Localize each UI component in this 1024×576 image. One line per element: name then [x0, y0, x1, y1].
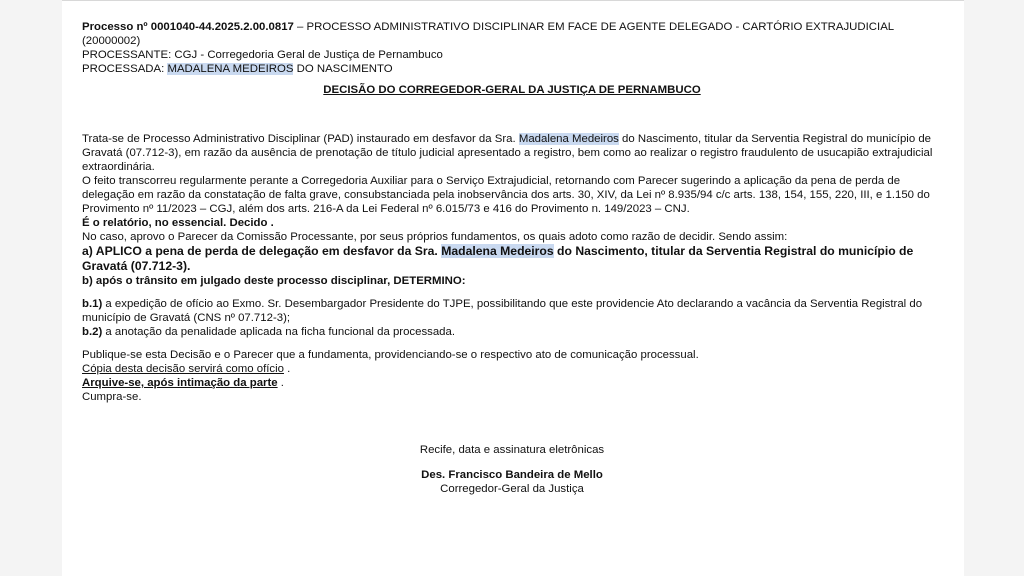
paragraph-approval: No caso, aprovo o Parecer da Comissão Processante, por seus próprios fundamentos, os quais adoto como razão de decidir. Sendo assim:: [82, 231, 788, 243]
paragraph-intro: [82, 132, 942, 174]
highlighted-name: MADALENA MEDEIROS: [167, 63, 294, 75]
item-b2-label: b.2): [82, 326, 103, 338]
decision-document: [82, 20, 942, 496]
item-a-pre: a) APLICO a pena de perda de delegação em desfavor da Sra.: [82, 244, 442, 258]
processada-suffix: DO NASCIMENTO: [293, 63, 393, 75]
paragraph-report: É o relatório, no essencial. Decido .: [82, 217, 274, 229]
processada-line: [82, 62, 942, 76]
copy-text: Cópia desta decisão servirá como ofício: [82, 363, 284, 375]
item-b: b) após o trânsito em julgado deste processo disciplinar, DETERMINO:: [82, 275, 466, 287]
archive-text: Arquive-se, após intimação da parte: [82, 377, 278, 389]
intro-text-a: Trata-se de Processo Administrativo Disciplinar (PAD) instaurado em desfavor da Sra.: [82, 133, 519, 145]
signature-place: Recife, data e assinatura eletrônicas: [419, 444, 605, 456]
document-page: [62, 0, 964, 576]
processante-line: PROCESSANTE: CGJ - Corregedoria Geral de Justiça de Pernambuco: [82, 49, 443, 61]
item-b2-text: a anotação da penalidade aplicada na ficha funcional da processada.: [102, 326, 456, 338]
highlighted-name: Madalena Medeiros: [518, 133, 619, 145]
highlighted-name: Madalena Medeiros: [441, 244, 554, 258]
page-top-border: [62, 0, 964, 1]
item-a-post: do Nascimento, titular da Serventia Registral do município de Gravatá (07.712-3).: [82, 244, 914, 273]
comply-line: Cumpra-se.: [82, 391, 142, 403]
intro-text-b: do Nascimento, titular da Serventia Registral do município de Gravatá (07.712-3), em razão da ausência de prenotação de título judicial apresentado a registro, bem como ao realizar o registro fraudulento de usucapião extrajudicial extraordinária.: [82, 133, 933, 173]
signer-role: Corregedor-Geral da Justiça: [440, 483, 584, 495]
archive-line: [82, 376, 942, 390]
processada-prefix: PROCESSADA:: [82, 63, 168, 75]
copy-line: [82, 362, 942, 376]
item-b1-label: b.1): [82, 298, 103, 310]
signer-name: Des. Francisco Bandeira de Mello: [421, 469, 603, 481]
item-b1-text: a expedição de ofício ao Exmo. Sr. Desembargador Presidente do TJPE, possibilitando que este providencie Ato declarando a vacância da Serventia Registral do município de Gravatá (CNS nº 07.712-3);: [82, 298, 923, 324]
process-number: Processo nº 0001040-44.2025.2.00.0817: [82, 21, 294, 33]
item-a: [82, 244, 942, 274]
copy-tail: .: [283, 363, 291, 375]
process-header-line: [82, 20, 942, 48]
paragraph-procedure: O feito transcorreu regularmente perante a Corregedoria Auxiliar para o Serviço Extrajudicial, retornando com Parecer sugerindo a aplicação da pena de perda de delegação em razão da constatação de falta grave, consubstanciada pela inobservância dos arts. 30, XIV, da Lei nº 8.935/94 c/c arts. 138, 154, 155, 220, III, e 1.150 do Provimento nº 11/2023 – CGJ, além dos arts. 216-A da Lei Federal nº 6.015/73 e 416 do Provimento n. 149/2023 – CNJ.: [82, 175, 930, 215]
paragraph-publish: Publique-se esta Decisão e o Parecer que a fundamenta, providenciando-se o respectivo ato de comunicação processual.: [82, 349, 699, 361]
process-description: – PROCESSO ADMINISTRATIVO DISCIPLINAR EM FACE DE AGENTE DELEGADO - CARTÓRIO EXTRAJUDICIAL (20000002): [82, 21, 894, 47]
decision-title: DECISÃO DO CORREGEDOR-GERAL DA JUSTIÇA DE PERNAMBUCO: [323, 84, 701, 96]
archive-tail: .: [277, 377, 284, 389]
item-b1: [82, 297, 942, 325]
item-b2: [82, 325, 942, 339]
